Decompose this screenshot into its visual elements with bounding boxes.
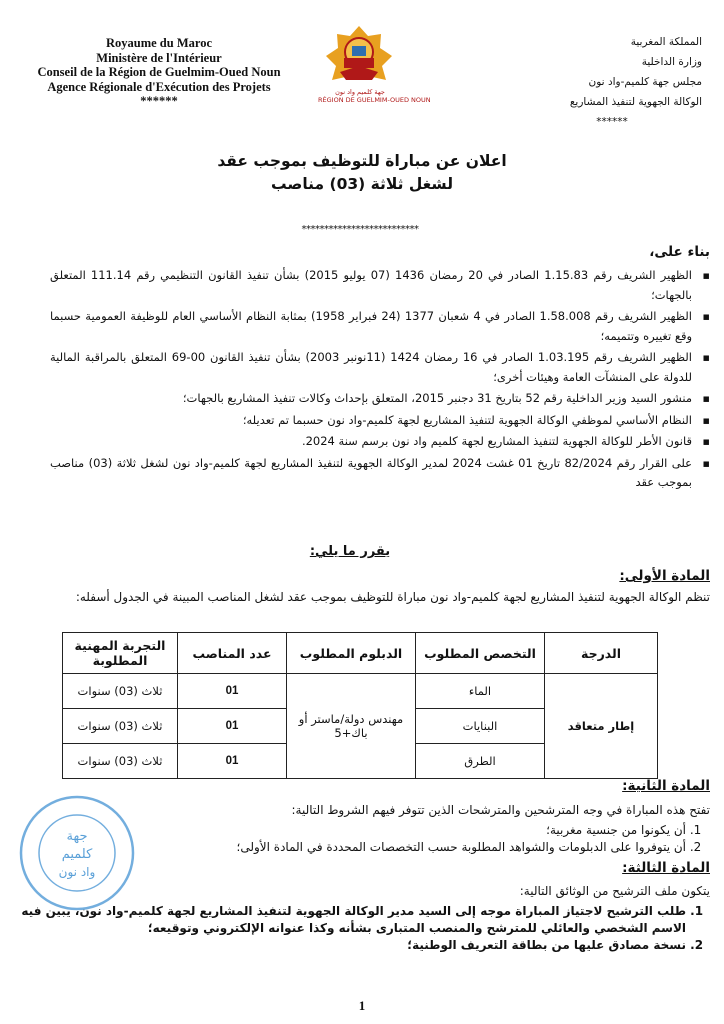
positions-table	[62, 632, 658, 779]
header-ar-council: مجلس جهة كلميم-واد نون	[588, 76, 702, 88]
article-1-heading: المادة الأولى:	[619, 568, 710, 584]
preamble-heading: بناء على،	[649, 244, 710, 260]
page-number: 1	[358, 998, 366, 1013]
title-line-2: لشغل ثلاثة (03) مناصب	[270, 175, 454, 193]
announcement-title	[150, 150, 574, 196]
list-item: ▪ الظهير الشريف رقم 1.58.008 الصادر في 4 شعبان 1377 (24 فبراير 1958) بمثابة النظام الأساسي العام للوظيفة العمومية حسبما وقع تغييره وتتميمه؛	[50, 307, 710, 346]
col-experience: التجربة المهنية المطلوبة	[63, 633, 178, 674]
header-ar-kingdom: المملكة المغربية	[630, 36, 702, 48]
header-fr-stars: ******	[140, 94, 178, 108]
list-item: 1. أن يكونوا من جنسية مغربية؛	[6, 822, 686, 839]
table-header-row	[63, 633, 658, 674]
cell-specialty: البنايات	[416, 709, 545, 744]
logo-caption-fr: RÉGION DE GUELMIM-OUED NOUN	[318, 96, 431, 104]
list-item: ▪ الظهير الشريف رقم 1.03.195 الصادر في 16 رمضان 1424 (11نونبر 2003) بشأن تنفيذ القانون 00-69 المتعلق بالمراقبة المالية للدولة على المنشآت العامة وهيئات أخرى؛	[50, 348, 710, 387]
article-3-heading: المادة الثالثة:	[622, 860, 710, 876]
cell-count: 01	[178, 709, 287, 744]
header-french	[14, 36, 304, 109]
cell-experience: ثلاث (03) سنوات	[63, 674, 178, 709]
cell-specialty: الماء	[416, 674, 545, 709]
decision-heading: يقرر ما يلي:	[309, 544, 391, 559]
header-arabic	[522, 32, 702, 132]
preamble-list	[50, 266, 710, 495]
list-item: 2. نسخة مصادق عليها من بطاقة التعريف الوطنية؛	[0, 937, 686, 954]
header-fr-kingdom: Royaume du Maroc	[105, 36, 212, 50]
stamp-line-3: واد نون	[58, 865, 96, 879]
cell-count: 01	[178, 744, 287, 779]
cell-count: 01	[178, 674, 287, 709]
cell-grade: إطار متعاقد	[545, 674, 658, 779]
official-stamp-icon	[18, 794, 136, 912]
col-grade: الدرجة	[545, 633, 658, 674]
article-1-body: تنظم الوكالة الجهوية لتنفيذ المشاريع لجهة كلميم-واد نون مباراة للتوظيف بموجب عقد لشغل المناصب المبينة في الجدول أسفله:	[75, 590, 710, 604]
separator: **************************	[301, 224, 419, 235]
col-count: عدد المناصب	[178, 633, 287, 674]
header-fr-council: Conseil de la Région de Guelmim-Oued Noun	[37, 65, 281, 79]
table-row	[63, 674, 658, 709]
article-2-heading: المادة الثانية:	[622, 778, 710, 794]
header-ar-stars: ******	[596, 116, 628, 128]
logo-caption-ar: جهة كلميم واد نون	[335, 88, 385, 96]
article-3-body: يتكون ملف الترشيح من الوثائق التالية:	[519, 884, 710, 898]
list-item: ▪ الظهير الشريف رقم 1.15.83 الصادر في 20 رمضان 1436 (07 يوليو 2015) بشأن تنفيذ القانون التنظيمي رقم 111.14 المتعلق بالجهات؛	[50, 266, 710, 305]
col-diploma: الدبلوم المطلوب	[287, 633, 416, 674]
list-item: ▪ منشور السيد وزير الداخلية رقم 52 بتاريخ 31 دجنبر 2015، المتعلق بإحداث وكالات تنفيذ المشاريع بالجهات؛	[50, 389, 710, 409]
list-item: 1. طلب الترشيح لاجتياز المباراة موجه إلى السيد مدير الوكالة الجهوية لتنفيذ المشاريع لجهة كلميم-واد نون، يبين فيه الاسم الشخصي والعائلي للمترشح والمنصب المتبارى بشأنه وكذا عنوانه الإلكتروني وتوقيعه؛	[0, 903, 686, 937]
cell-experience: ثلاث (03) سنوات	[63, 744, 178, 779]
article-2-body: تفتح هذه المباراة في وجه المترشحين والمترشحات الذين تتوفر فيهم الشروط التالية:	[291, 803, 710, 817]
col-specialty: التخصص المطلوب	[416, 633, 545, 674]
list-item: ▪ على القرار رقم 82/2024 تاريخ 01 غشت 2024 لمدير الوكالة الجهوية لتنفيذ المشاريع لجهة كلميم-واد نون لشغل ثلاثة (03) مناصب بموجب عقد	[50, 454, 710, 493]
list-item: 2. أن يتوفروا على الدبلومات والشواهد المطلوبة حسب التخصصات المحددة في المادة الأولى؛	[6, 839, 686, 856]
stamp-line-1: جهة	[66, 829, 88, 844]
stamp-line-2: كلميم	[61, 847, 93, 862]
cell-diploma: مهندس دولة/ماستر أو باك+5	[287, 674, 416, 779]
logo-caption	[318, 88, 431, 104]
cell-specialty: الطرق	[416, 744, 545, 779]
header-ar-ministry: وزارة الداخلية	[641, 56, 702, 68]
header-ar-agency: الوكالة الجهوية لتنفيذ المشاريع	[569, 96, 702, 108]
title-line-1: اعلان عن مباراة للتوظيف بموجب عقد	[217, 152, 507, 170]
cell-experience: ثلاث (03) سنوات	[63, 709, 178, 744]
header-fr-agency: Agence Régionale d'Exécution des Projets	[47, 79, 271, 94]
list-item: ▪ النظام الأساسي لموظفي الوكالة الجهوية لتنفيذ المشاريع لجهة كلميم-واد نون حسبما تم تعديله؛	[50, 411, 710, 431]
header-fr-ministry: Ministère de l'Intérieur	[96, 50, 222, 65]
list-item: ▪ قانون الأطر للوكالة الجهوية لتنفيذ المشاريع لجهة كلميم واد نون برسم سنة 2024.	[50, 432, 710, 452]
